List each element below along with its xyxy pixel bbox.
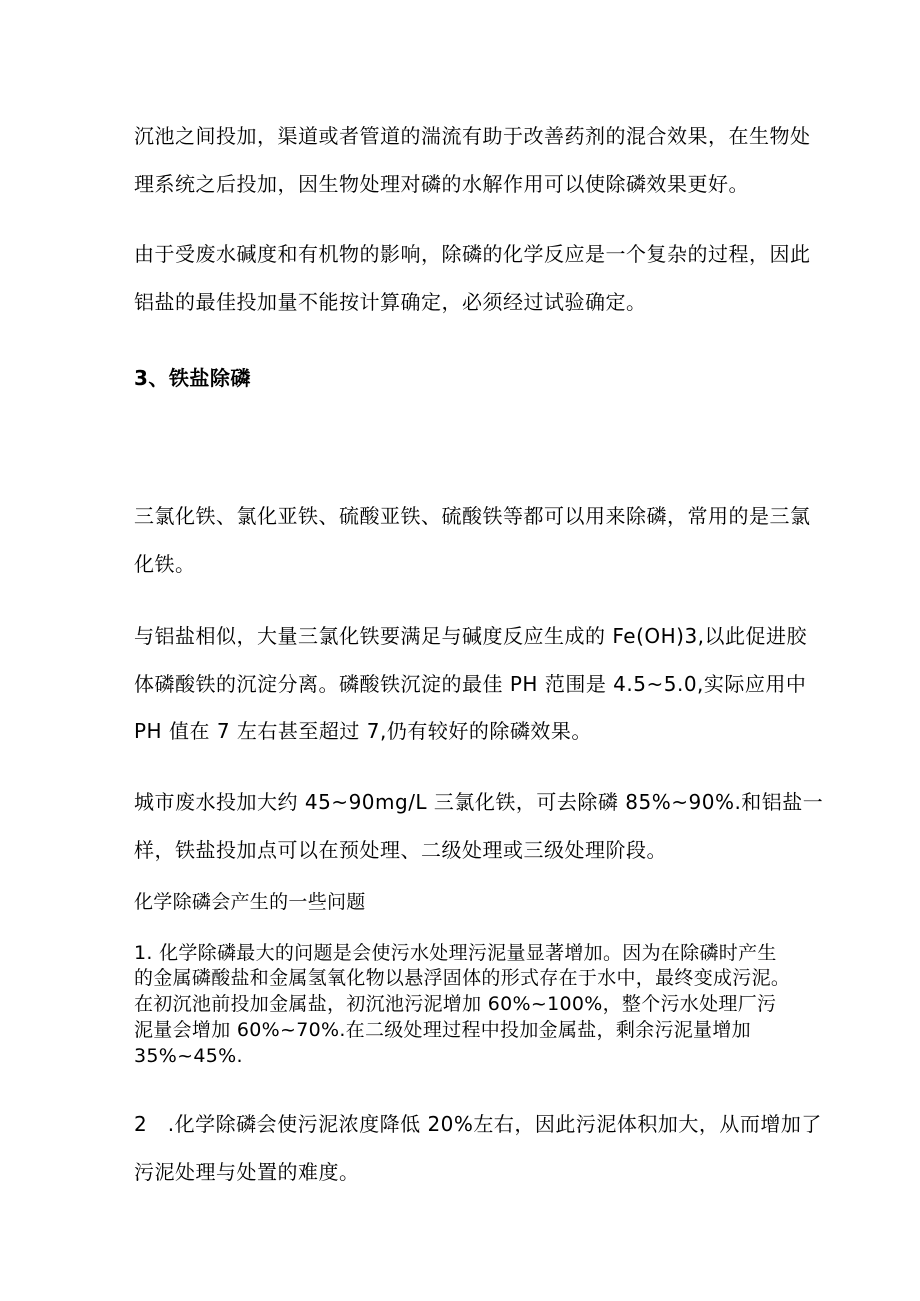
item-1-line-5: 35%~45%. xyxy=(134,1045,243,1067)
paragraph-5-line-2: 样，铁盐投加点可以在预处理、二级处理或三级处理阶段。 xyxy=(134,838,667,862)
paragraph-4-line-1: 与铝盐相似，大量三氯化铁要满足与碱度反应生成的 Fe(OH)3,以此促进胶 xyxy=(134,624,808,648)
section-3-heading: 3、铁盐除磷 xyxy=(134,366,251,390)
paragraph-2-line-2: 铝盐的最佳投加量不能按计算确定，必须经过试验确定。 xyxy=(134,290,647,314)
item-1-line-3: 在初沉池前投加金属盐，初沉池污泥增加 60%~100%，整个污水处理厂污 xyxy=(134,993,777,1015)
paragraph-5-line-1: 城市废水投加大约 45~90mg/L 三氯化铁，可去除磷 85%~90%.和铝盐一 xyxy=(134,790,824,814)
item-1-line-4: 泥量会增加 60%~70%.在二级处理过程中投加金属盐，剩余污泥量增加 xyxy=(134,1019,751,1041)
paragraph-4-line-3: PH 值在 7 左右甚至超过 7,仍有较好的除磷效果。 xyxy=(134,719,592,743)
item-1-line-1: 1. 化学除磷最大的问题是会使污水处理污泥量显著增加。因为在除磷时产生 xyxy=(134,942,777,964)
paragraph-3-line-2: 化铁。 xyxy=(134,552,196,576)
item-2-line-2: 污泥处理与处置的难度。 xyxy=(134,1160,360,1184)
paragraph-1-line-2: 理系统之后投加，因生物处理对磷的水解作用可以使除磷效果更好。 xyxy=(134,172,749,196)
problems-heading: 化学除磷会产生的一些问题 xyxy=(134,891,366,913)
paragraph-2-line-1: 由于受废水碱度和有机物的影响，除磷的化学反应是一个复杂的过程，因此 xyxy=(134,242,811,266)
paragraph-1-line-1: 沉池之间投加，渠道或者管道的湍流有助于改善药剂的混合效果，在生物处 xyxy=(134,124,811,148)
paragraph-3-line-1: 三氯化铁、氯化亚铁、硫酸亚铁、硫酸铁等都可以用来除磷，常用的是三氯 xyxy=(134,504,811,528)
item-2-line-1: 2 .化学除磷会使污泥浓度降低 20%左右，因此污泥体积加大，从而增加了 xyxy=(134,1112,822,1136)
item-1-line-2: 的金属磷酸盐和金属氢氧化物以悬浮固体的形式存在于水中，最终变成污泥。 xyxy=(134,967,791,989)
paragraph-4-line-2: 体磷酸铁的沉淀分离。磷酸铁沉淀的最佳 PH 范围是 4.5~5.0,实际应用中 xyxy=(134,672,807,696)
